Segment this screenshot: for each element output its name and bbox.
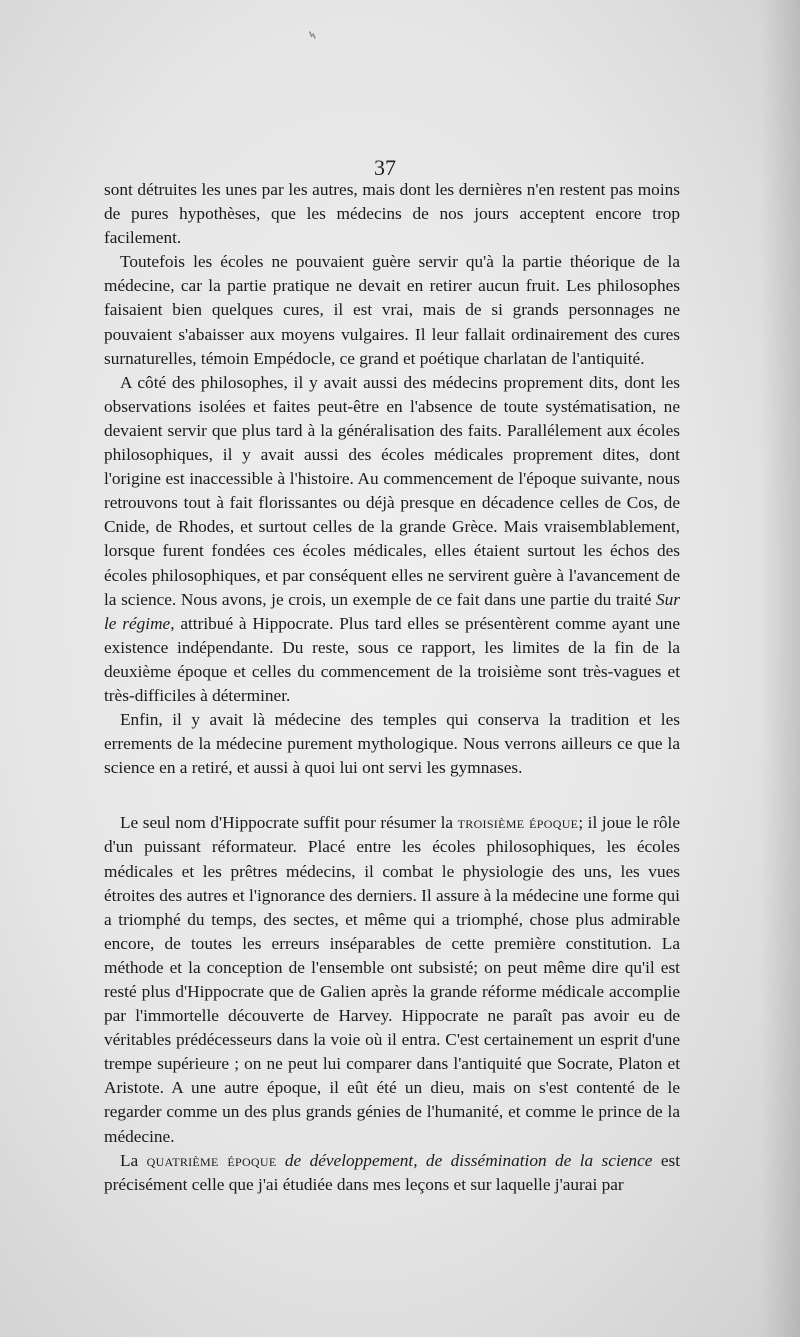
paragraph-3 xyxy=(104,371,680,708)
paragraph-6 xyxy=(104,1149,680,1197)
fourth-epoch-heading: quatrième époque xyxy=(146,1150,277,1170)
paragraph-5-text: Le seul nom d'Hippocrate suffit pour résumer la xyxy=(120,813,458,833)
paragraph-5-text-end: ; il joue le rôle d'un puissant réformateur. Placé entre les écoles philosophiques, les écoles médicales et les prêtres médecins, il combat le physiologie des uns, les vues étroites des autres et l'ignorance des derniers. Il assure à la médecine une forme qui a triomphé du temps, des sectes, et même qui a triomphé, chose plus admirable encore, de toutes les erreurs inséparables de cette première constitution. La méthode et la conception de l'ensemble ont subsisté; on peut même dire qu'il est resté plus d'Hippocrate que de Galien après la grande réforme médicale accomplie par l'immortelle découverte de Harvey. Hippocrate ne paraît pas avoir eu de véritables prédécesseurs dans la voie où il entra. C'est certainement un esprit d'une trempe supérieure ; on ne peut lui comparer dans l'antiquité que Socrate, Platon et Aristote. A une autre époque, il eût été un dieu, mais on s'est contenté de le regarder comme un des plus grands génies de l'humanité, et comme le prince de la médecine. xyxy=(104,813,680,1146)
treatise-title: Sur le régime xyxy=(104,589,680,633)
page-edge-shadow xyxy=(760,0,800,1337)
paragraph-3-text-end: , attribué à Hippocrate. Plus tard elles se présentèrent comme ayant une existence indépendante. Du reste, sous ce rapport, les limites de la fin de la deuxième époque et celles du commencement de la troisième sont très-vagues et très-difficiles à déterminer. xyxy=(104,613,680,705)
paragraph-2: Toutefois les écoles ne pouvaient guère servir qu'à la partie théorique de la médecine, car la partie pratique ne devait en retirer aucun fruit. Les philosophes faisaient bien quelques cures, il est vrai, mais de si grands personnages ne pouvaient s'abaisser aux moyens vulgaires. Il leur fallait ordinairement des cures surnaturelles, témoin Empédocle, ce grand et poétique charlatan de l'antiquité. xyxy=(104,252,680,368)
third-epoch-heading: troisième époque xyxy=(457,813,579,833)
paragraph-5 xyxy=(104,811,680,1148)
paragraph-1: sont détruites les unes par les autres, mais dont les dernières n'en restent pas moins de pures hypothèses, que les médecins de nos jours acceptent encore trop facilement. xyxy=(104,180,680,248)
paragraph-3-text: A côté des philosophes, il y avait aussi des médecins proprement dits, dont les observations isolées et faites peut-être en l'absence de toute systématisation, ne devaient servir que plus tard à la généralisation des faits. Parallélement aux écoles philosophiques, il y avait aussi des écoles médicales proprement dites, dont l'origine est inaccessible à l'histoire. Au commencement de l'époque suivante, nous retrouvons tout à fait florissantes ou déjà presque en décadence celles de Cos, de Cnide, de Rhodes, et surtout celles de la grande Grèce. Mais vraisemblablement, lorsque furent fondées ces écoles médicales, elles étaient surtout les échos des écoles philosophiques, et par conséquent elles ne servirent guère à l'avancement de la science. Nous avons, je crois, un exemple de ce fait dans une partie du traité xyxy=(104,372,680,609)
ink-smudge-mark: ⌁ xyxy=(301,23,323,47)
fourth-epoch-description: de développement, de dissémination de la science xyxy=(276,1150,653,1170)
paragraph-6-lead: La xyxy=(120,1150,147,1170)
body-text xyxy=(104,178,680,1197)
paragraph-6-text: est précisément celle que j'ai étudiée dans mes leçons et sur laquelle j'aurai par xyxy=(104,1150,681,1194)
paragraph-4: Enfin, il y avait là médecine des temples qui conserva la tradition et les errements de la médecine purement mythologique. Nous verrons ailleurs ce que la science en a retiré, et aussi à quoi lui ont servi les gymnases. xyxy=(104,710,680,778)
page-number: 37 xyxy=(374,155,396,180)
